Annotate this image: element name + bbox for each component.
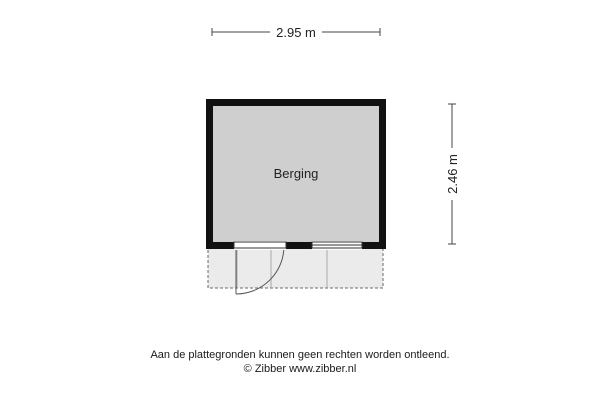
room-label: Berging: [273, 166, 319, 181]
terrace-area: [208, 248, 383, 288]
credit-text: © Zibber www.zibber.nl: [243, 363, 357, 375]
disclaimer-text: Aan de plattegronden kunnen geen rechten worden ontleend.: [150, 349, 450, 361]
height-dimension: [445, 104, 460, 244]
terrace-fill: [208, 248, 383, 288]
width-dimension-label: 2.95 m: [276, 25, 316, 40]
height-dimension-label: 2.46 m: [445, 154, 460, 194]
width-dimension: [212, 25, 380, 40]
